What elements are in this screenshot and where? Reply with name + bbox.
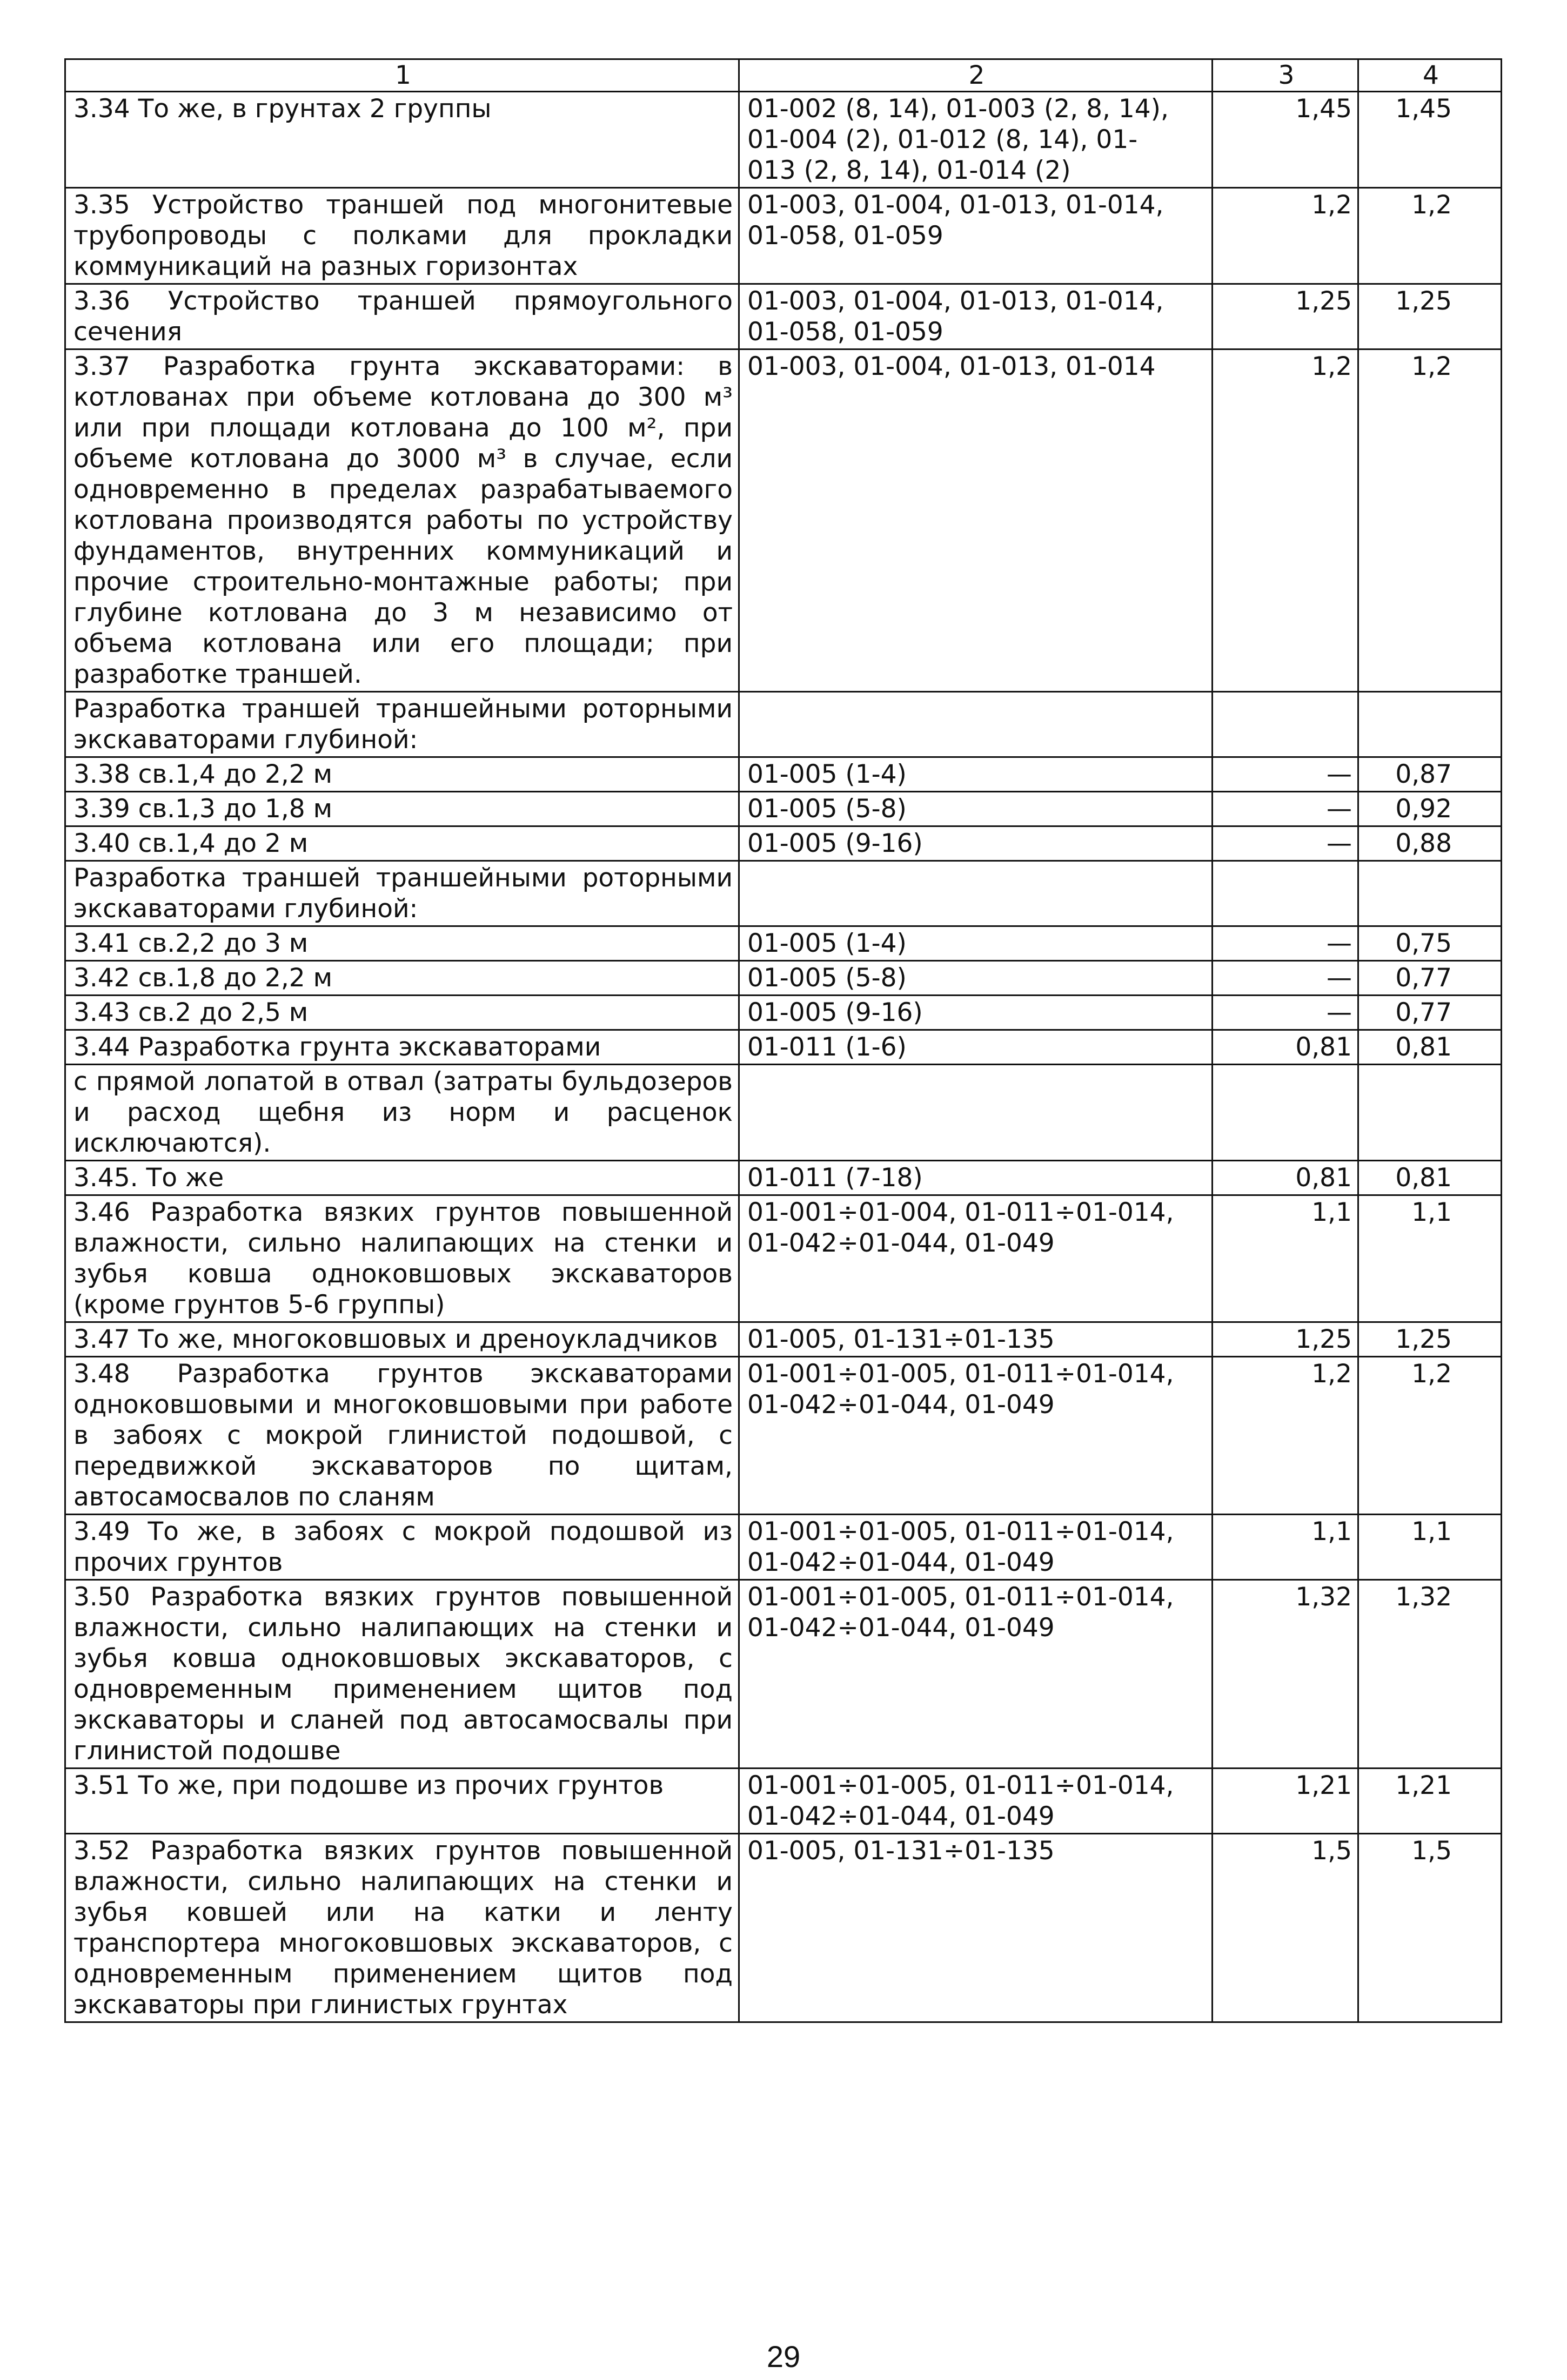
row-description: 3.45. То же: [65, 1161, 739, 1195]
row-description: 3.47 То же, многоковшовых и дреноукладчиков: [65, 1322, 739, 1357]
row-codes: 01-005 (5-8): [739, 792, 1213, 826]
table-row: [65, 961, 1502, 996]
row-coef-3: [1213, 861, 1358, 926]
table-row: [65, 1065, 1502, 1161]
row-codes: 01-001÷01-004, 01-011÷01-014, 01-042÷01-044, 01-049: [739, 1195, 1213, 1322]
table-row: [65, 188, 1502, 284]
row-coef-4: 1,32: [1358, 1580, 1502, 1769]
table-row: [65, 1322, 1502, 1357]
table-row: [65, 1580, 1502, 1769]
row-codes: 01-001÷01-005, 01-011÷01-014, 01-042÷01-044, 01-049: [739, 1515, 1213, 1580]
row-coef-4: 1,5: [1358, 1834, 1502, 2022]
header-col-4: 4: [1358, 59, 1502, 92]
row-coef-4: 0,81: [1358, 1161, 1502, 1195]
row-coef-3: 1,21: [1213, 1769, 1358, 1834]
row-description: 3.52 Разработка вязких грунтов повышенной влажности, сильно налипающих на стенки и зубья ковшей или на катки и ленту транспортера многоковшовых экскаваторов, с одновременным применением щитов под экскаваторы при глинистых грунтах: [65, 1834, 739, 2022]
row-coef-4: 0,77: [1358, 961, 1502, 996]
row-coef-4: 1,1: [1358, 1515, 1502, 1580]
row-coef-3: 1,1: [1213, 1195, 1358, 1322]
row-coef-4: 1,25: [1358, 1322, 1502, 1357]
row-coef-3: —: [1213, 926, 1358, 961]
row-coef-4: 0,77: [1358, 996, 1502, 1030]
row-coef-4: 1,1: [1358, 1195, 1502, 1322]
table-row: [65, 757, 1502, 792]
row-coef-4: 1,25: [1358, 284, 1502, 349]
row-coef-3: 0,81: [1213, 1161, 1358, 1195]
table-row: [65, 1834, 1502, 2022]
row-codes: 01-003, 01-004, 01-013, 01-014: [739, 349, 1213, 692]
table-row: [65, 926, 1502, 961]
row-codes: 01-005 (1-4): [739, 926, 1213, 961]
row-coef-4: 0,81: [1358, 1030, 1502, 1065]
row-description: 3.49 То же, в забоях с мокрой подошвой из прочих грунтов: [65, 1515, 739, 1580]
table-row: [65, 1769, 1502, 1834]
header-col-2: 2: [739, 59, 1213, 92]
row-coef-3: 1,1: [1213, 1515, 1358, 1580]
row-codes: [739, 861, 1213, 926]
row-coef-4: 1,2: [1358, 188, 1502, 284]
row-description: 3.48 Разработка грунтов экскаваторами одноковшовыми и многоковшовыми при работе в забоях с мокрой глинистой подошвой, с передвижкой экскаваторов по щитам, автосамосвалов по сланям: [65, 1357, 739, 1515]
table-row: [65, 1161, 1502, 1195]
row-description: с прямой лопатой в отвал (затраты бульдозеров и расход щебня из норм и расценок исключаются).: [65, 1065, 739, 1161]
row-description: 3.44 Разработка грунта экскаваторами: [65, 1030, 739, 1065]
row-codes: 01-011 (7-18): [739, 1161, 1213, 1195]
norms-table: [64, 58, 1502, 2023]
row-description: Разработка траншей траншейными роторными экскаваторами глубиной:: [65, 861, 739, 926]
row-codes: [739, 1065, 1213, 1161]
row-description: 3.43 св.2 до 2,5 м: [65, 996, 739, 1030]
table-row: [65, 826, 1502, 861]
row-codes: 01-011 (1-6): [739, 1030, 1213, 1065]
row-codes: 01-005, 01-131÷01-135: [739, 1322, 1213, 1357]
row-coef-4: 0,75: [1358, 926, 1502, 961]
row-coef-4: [1358, 861, 1502, 926]
row-description: 3.34 То же, в грунтах 2 группы: [65, 92, 739, 188]
row-description: 3.42 св.1,8 до 2,2 м: [65, 961, 739, 996]
table-row: [65, 349, 1502, 692]
table-row: [65, 1357, 1502, 1515]
table-row: [65, 1195, 1502, 1322]
table-row: [65, 1515, 1502, 1580]
row-coef-3: —: [1213, 757, 1358, 792]
row-description: 3.51 То же, при подошве из прочих грунтов: [65, 1769, 739, 1834]
row-description: 3.36 Устройство траншей прямоугольного сечения: [65, 284, 739, 349]
table-row: [65, 792, 1502, 826]
row-codes: 01-003, 01-004, 01-013, 01-014, 01-058, 01-059: [739, 188, 1213, 284]
row-coef-3: 1,25: [1213, 284, 1358, 349]
row-coef-3: 1,32: [1213, 1580, 1358, 1769]
row-coef-4: 0,88: [1358, 826, 1502, 861]
row-codes: 01-005 (9-16): [739, 996, 1213, 1030]
row-codes: 01-001÷01-005, 01-011÷01-014, 01-042÷01-044, 01-049: [739, 1769, 1213, 1834]
row-codes: 01-002 (8, 14), 01-003 (2, 8, 14), 01-004 (2), 01-012 (8, 14), 01- 013 (2, 8, 14), 01-014 (2): [739, 92, 1213, 188]
header-row: [65, 59, 1502, 92]
table-row: [65, 861, 1502, 926]
row-coef-3: 1,2: [1213, 188, 1358, 284]
row-coef-4: 0,87: [1358, 757, 1502, 792]
row-coef-3: 1,5: [1213, 1834, 1358, 2022]
row-codes: 01-005 (9-16): [739, 826, 1213, 861]
header-col-1: 1: [65, 59, 739, 92]
row-coef-3: —: [1213, 792, 1358, 826]
row-description: Разработка траншей траншейными роторными экскаваторами глубиной:: [65, 692, 739, 757]
table-row: [65, 692, 1502, 757]
row-description: 3.50 Разработка вязких грунтов повышенной влажности, сильно налипающих на стенки и зубья ковша одноковшовых экскаваторов, с одновременным применением щитов под экскаваторы и сланей под автосамосвалы при глинистой подошве: [65, 1580, 739, 1769]
row-codes: [739, 692, 1213, 757]
row-coef-3: —: [1213, 961, 1358, 996]
row-coef-4: 0,92: [1358, 792, 1502, 826]
row-coef-3: [1213, 1065, 1358, 1161]
page-number: 29: [766, 2339, 801, 2374]
table-row: [65, 996, 1502, 1030]
row-description: 3.35 Устройство траншей под многонитевые трубопроводы с полками для прокладки коммуникаций на разных горизонтах: [65, 188, 739, 284]
row-codes: 01-005, 01-131÷01-135: [739, 1834, 1213, 2022]
row-coef-4: [1358, 1065, 1502, 1161]
row-codes: 01-005 (5-8): [739, 961, 1213, 996]
row-coef-4: 1,2: [1358, 1357, 1502, 1515]
row-codes: 01-003, 01-004, 01-013, 01-014, 01-058, 01-059: [739, 284, 1213, 349]
row-description: 3.38 св.1,4 до 2,2 м: [65, 757, 739, 792]
table-row: [65, 92, 1502, 188]
row-description: 3.46 Разработка вязких грунтов повышенной влажности, сильно налипающих на стенки и зубья ковша одноковшовых экскаваторов (кроме грунтов 5-6 группы): [65, 1195, 739, 1322]
row-coef-3: 1,25: [1213, 1322, 1358, 1357]
row-description: 3.41 св.2,2 до 3 м: [65, 926, 739, 961]
row-coef-3: —: [1213, 826, 1358, 861]
row-coef-4: 1,45: [1358, 92, 1502, 188]
row-description: 3.37 Разработка грунта экскаваторами: в котлованах при объеме котлована до 300 м³ или при площади котлована до 100 м², при объеме котлована до 3000 м³ в случае, если одновременно в пределах разрабатываемого котлована производятся работы по устройству фундаментов, внутренних коммуникаций и прочие строительно-монтажные работы; при глубине котлована до 3 м независимо от объема котлована или его площади; при разработке траншей.: [65, 349, 739, 692]
row-coef-3: —: [1213, 996, 1358, 1030]
table-row: [65, 1030, 1502, 1065]
row-coef-4: 1,21: [1358, 1769, 1502, 1834]
row-codes: 01-001÷01-005, 01-011÷01-014, 01-042÷01-044, 01-049: [739, 1357, 1213, 1515]
row-coef-3: 1,2: [1213, 1357, 1358, 1515]
row-description: 3.40 св.1,4 до 2 м: [65, 826, 739, 861]
row-coef-3: 1,45: [1213, 92, 1358, 188]
row-coef-4: 1,2: [1358, 349, 1502, 692]
row-codes: 01-005 (1-4): [739, 757, 1213, 792]
header-col-3: 3: [1213, 59, 1358, 92]
row-coef-4: [1358, 692, 1502, 757]
table-row: [65, 284, 1502, 349]
row-coef-3: [1213, 692, 1358, 757]
row-coef-3: 0,81: [1213, 1030, 1358, 1065]
row-description: 3.39 св.1,3 до 1,8 м: [65, 792, 739, 826]
row-coef-3: 1,2: [1213, 349, 1358, 692]
row-codes: 01-001÷01-005, 01-011÷01-014, 01-042÷01-044, 01-049: [739, 1580, 1213, 1769]
